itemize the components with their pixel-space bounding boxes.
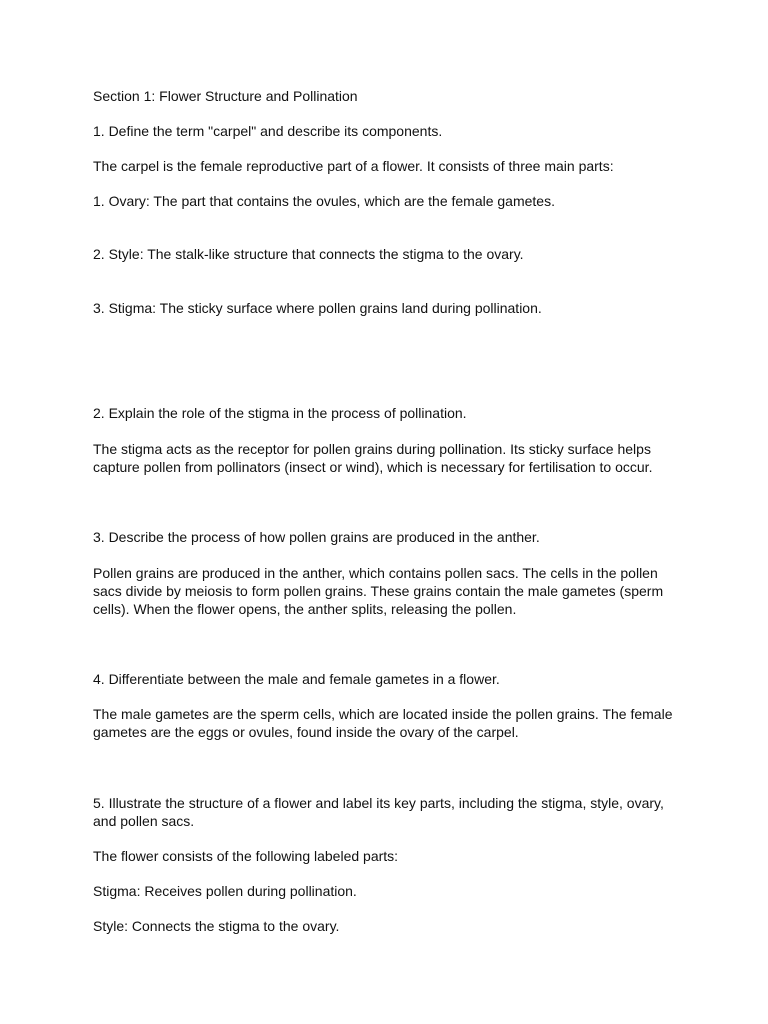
question-1: 1. Define the term "carpel" and describe its components. (93, 123, 443, 139)
question-5: 5. Illustrate the structure of a flower and label its key parts, including the stigma, style, ovary, and pollen sacs. (93, 795, 664, 829)
answer-1-intro: The carpel is the female reproductive part of a flower. It consists of three main parts: (93, 158, 614, 174)
answer-5-stigma: Stigma: Receives pollen during pollination. (93, 883, 357, 899)
answer-1-ovary: 1. Ovary: The part that contains the ovules, which are the female gametes. (93, 193, 555, 209)
answer-1-stigma: 3. Stigma: The sticky surface where pollen grains land during pollination. (93, 300, 542, 316)
answer-5-style: Style: Connects the stigma to the ovary. (93, 918, 340, 934)
section-title: Section 1: Flower Structure and Pollination (93, 88, 358, 104)
question-4: 4. Differentiate between the male and female gametes in a flower. (93, 671, 500, 687)
answer-1-style: 2. Style: The stalk-like structure that connects the stigma to the ovary. (93, 246, 524, 262)
answer-3: Pollen grains are produced in the anther, which contains pollen sacs. The cells in the pollen sacs divide by meiosis to form pollen grains. These grains contain the male gametes (sperm cells). When the flower opens, the anther splits, releasing the pollen. (93, 565, 664, 617)
question-3: 3. Describe the process of how pollen grains are produced in the anther. (93, 529, 540, 545)
question-2: 2. Explain the role of the stigma in the process of pollination. (93, 405, 467, 421)
answer-2: The stigma acts as the receptor for pollen grains during pollination. Its sticky surface helps capture pollen from pollinators (insect or wind), which is necessary for fertilisation to occur. (93, 441, 653, 475)
answer-5-intro: The flower consists of the following labeled parts: (93, 848, 399, 864)
answer-4: The male gametes are the sperm cells, which are located inside the pollen grains. The female gametes are the eggs or ovules, found inside the ovary of the carpel. (93, 706, 673, 740)
